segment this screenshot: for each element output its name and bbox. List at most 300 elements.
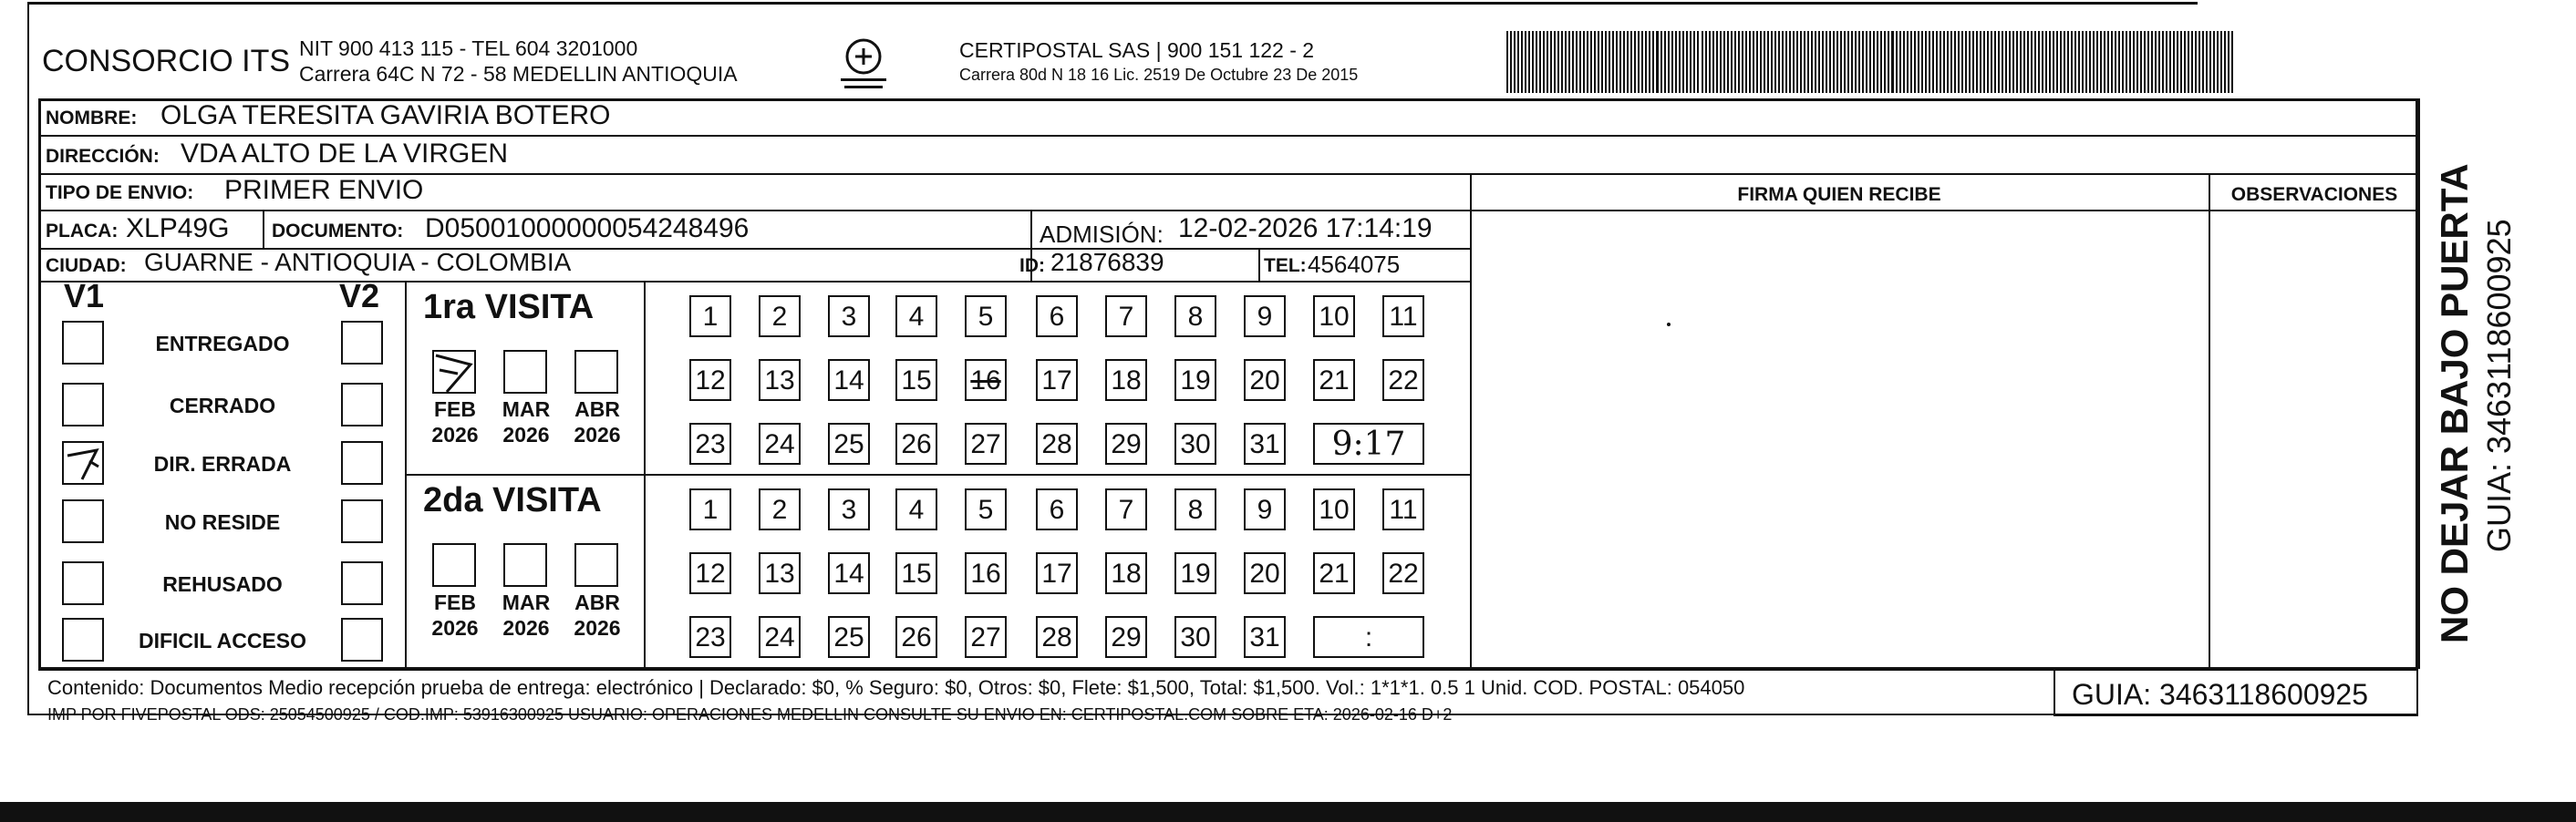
- direccion-label: DIRECCIÓN:: [46, 146, 160, 167]
- divider-obs: [2209, 173, 2210, 669]
- barcode-bar: [2155, 31, 2157, 93]
- v2-checkbox[interactable]: [341, 383, 383, 426]
- barcode-bar: [1664, 31, 1666, 93]
- barcode-bar: [2228, 31, 2229, 93]
- barcode-bar: [1690, 31, 1691, 93]
- barcode-bar: [1914, 31, 1916, 93]
- barcode-bar: [2045, 31, 2047, 93]
- barcode-bar: [1778, 31, 1780, 93]
- barcode-bar: [1833, 31, 1835, 93]
- company-nit: NIT 900 413 115 - TEL 604 3201000: [299, 36, 638, 60]
- month-label: FEB: [434, 591, 476, 614]
- certipostal-logo: [837, 36, 890, 97]
- day-box-14[interactable]: 14: [828, 552, 870, 594]
- barcode-bar: [2096, 31, 2098, 93]
- barcode-bar: [1554, 31, 1556, 93]
- barcode-bar: [1506, 31, 1508, 93]
- barcode-bar: [1579, 31, 1581, 93]
- barcode-bar: [1918, 31, 1919, 93]
- barcode-bar: [1785, 31, 1787, 93]
- barcode-bar: [1590, 31, 1592, 93]
- barcode-bar: [1940, 31, 1941, 93]
- placa-value: XLP49G: [126, 213, 230, 243]
- barcode-bar: [1869, 31, 1871, 93]
- barcode-bar: [1605, 31, 1607, 93]
- row-line-5: [38, 281, 1470, 283]
- barcode-bar: [1517, 31, 1519, 93]
- barcode-bar: [2213, 31, 2215, 93]
- day-box-1[interactable]: 1: [689, 295, 731, 337]
- barcode-bar: [1815, 31, 1816, 93]
- barcode-bar: [1547, 31, 1548, 93]
- barcode-bar: [1921, 31, 1923, 93]
- day-box-28[interactable]: 28: [1036, 423, 1078, 465]
- barcode-bar: [1745, 31, 1747, 93]
- barcode-bar: [1645, 31, 1647, 93]
- barcode-bar: [1583, 31, 1585, 93]
- barcode-bar: [2122, 31, 2124, 93]
- barcode-bar: [1929, 31, 1930, 93]
- month-label: ABR: [574, 397, 620, 421]
- barcode-bar: [1943, 31, 1945, 93]
- barcode-bar: [1771, 31, 1773, 93]
- day-box-12[interactable]: 12: [689, 359, 731, 401]
- barcode-bar: [1877, 31, 1878, 93]
- barcode-bar: [2038, 31, 2040, 93]
- barcode-bar: [1965, 31, 1967, 93]
- v1-checkbox[interactable]: [62, 499, 104, 543]
- admision-value: 12-02-2026 17:14:19: [1178, 213, 1433, 243]
- year-label: 2026: [502, 423, 550, 447]
- barcode-bar: [2042, 31, 2043, 93]
- day-box-21[interactable]: 21: [1313, 359, 1355, 401]
- day-box-26[interactable]: 26: [895, 616, 937, 658]
- barcode-bar: [1880, 31, 1882, 93]
- day-box-14[interactable]: 14: [828, 359, 870, 401]
- barcode-bar: [2060, 31, 2062, 93]
- barcode-bar: [2206, 31, 2208, 93]
- courier-name: CERTIPOSTAL SAS | 900 151 122 - 2: [959, 38, 1315, 62]
- barcode-bar: [1782, 31, 1784, 93]
- year-label: 2026: [431, 616, 479, 640]
- day-box-26[interactable]: 26: [895, 423, 937, 465]
- barcode-bar: [2067, 31, 2069, 93]
- barcode-bar: [2231, 31, 2233, 93]
- barcode-bar: [1686, 31, 1688, 93]
- barcode-bar: [1998, 31, 2000, 93]
- barcode-bar: [1675, 31, 1677, 93]
- day-box-22[interactable]: 22: [1382, 552, 1424, 594]
- v2-checkbox[interactable]: [341, 499, 383, 543]
- footer-imp-line: IMP POR FIVEPOSTAL ODS: 25054500925 / COD.IMP: 53916300925 USUARIO: OPERACIONES MEDELLIN CONSULTE SU ENVIO EN: CERTIPOSTAL.COM SOBRE ETA: 2026-02-16 D+2: [47, 705, 1453, 724]
- barcode-bar: [1641, 31, 1643, 93]
- v1-checkbox[interactable]: [62, 561, 104, 605]
- divider-tel: [1258, 248, 1260, 281]
- barcode-bar: [1804, 31, 1805, 93]
- v1-checkbox[interactable]: [62, 321, 104, 365]
- day-box-19[interactable]: 19: [1174, 359, 1216, 401]
- day-box-15[interactable]: 15: [895, 359, 937, 401]
- barcode-bar: [1836, 31, 1838, 93]
- v1-checkbox[interactable]: [62, 618, 104, 662]
- divider-firma: [1470, 173, 1472, 669]
- company-name: CONSORCIO ITS: [42, 44, 291, 78]
- barcode-bar: [1671, 31, 1673, 93]
- barcode-bar: [1514, 31, 1516, 93]
- day-box-21[interactable]: 21: [1313, 552, 1355, 594]
- barcode-bar: [2009, 31, 2011, 93]
- day-box-4[interactable]: 4: [895, 295, 937, 337]
- day-box-29[interactable]: 29: [1105, 616, 1147, 658]
- second-visit-title: 2da VISITA: [423, 481, 602, 519]
- day-box-3[interactable]: 3: [828, 488, 870, 530]
- barcode-bar: [1884, 31, 1886, 93]
- admision-label: ADMISIÓN:: [1040, 221, 1164, 248]
- month-checkbox-abr[interactable]: [574, 543, 618, 587]
- v2-checkbox[interactable]: [341, 561, 383, 605]
- barcode-bar: [2085, 31, 2087, 93]
- day-box-11[interactable]: 11: [1382, 488, 1424, 530]
- day-box-13[interactable]: 13: [759, 359, 801, 401]
- divider-placa: [263, 210, 264, 248]
- day-box-16[interactable]: 16: [965, 552, 1007, 594]
- firma-header: FIRMA QUIEN RECIBE: [1737, 184, 1941, 205]
- barcode-bar: [1753, 31, 1754, 93]
- barcode-bar: [1652, 31, 1654, 93]
- row-line-3-right: [1470, 210, 2418, 211]
- barcode-bar: [1858, 31, 1860, 93]
- day-box-17[interactable]: 17: [1036, 359, 1078, 401]
- barcode-bar: [2184, 31, 2186, 93]
- top-edge: [27, 2, 2198, 5]
- id-label: ID:: [1019, 255, 1045, 276]
- barcode-bar: [1888, 31, 1889, 93]
- barcode-bar: [2012, 31, 2014, 93]
- footer-guia: GUIA: 3463118600925: [2072, 678, 2368, 711]
- side-guia: GUIA: 3463118600925: [2480, 219, 2518, 552]
- barcode-bar: [2202, 31, 2204, 93]
- barcode-bar: [2074, 31, 2076, 93]
- barcode-bar: [1627, 31, 1629, 93]
- barcode-bar: [1980, 31, 1981, 93]
- day-box-25[interactable]: 25: [828, 423, 870, 465]
- barcode-bar: [1991, 31, 1992, 93]
- barcode-bar: [1932, 31, 1934, 93]
- barcode-bar: [1896, 31, 1898, 93]
- day-box-5[interactable]: 5: [965, 295, 1007, 337]
- barcode-bar: [1572, 31, 1574, 93]
- day-box-20[interactable]: 20: [1244, 552, 1286, 594]
- barcode-bar: [1899, 31, 1901, 93]
- barcode-bar: [1840, 31, 1842, 93]
- barcode-bar: [2049, 31, 2051, 93]
- day-box-6[interactable]: 6: [1036, 488, 1078, 530]
- day-box-24[interactable]: 24: [759, 616, 801, 658]
- barcode-bar: [1525, 31, 1526, 93]
- barcode-bar: [1800, 31, 1802, 93]
- tipo-envio-value: PRIMER ENVIO: [224, 175, 424, 205]
- barcode-bar: [2177, 31, 2178, 93]
- barcode-bar: [2188, 31, 2189, 93]
- barcode-bar: [2115, 31, 2116, 93]
- barcode-bar: [1972, 31, 1974, 93]
- left-edge: [27, 2, 29, 715]
- barcode-bar: [1866, 31, 1867, 93]
- day-box-29[interactable]: 29: [1105, 423, 1147, 465]
- day-box-22[interactable]: 22: [1382, 359, 1424, 401]
- barcode-bar: [1702, 31, 1703, 93]
- day-box-31[interactable]: 31: [1244, 423, 1286, 465]
- barcode-bar: [1594, 31, 1596, 93]
- day-box-10[interactable]: 10: [1313, 295, 1355, 337]
- barcode-bar: [1697, 31, 1699, 93]
- barcode-bar: [1693, 31, 1695, 93]
- barcode-bar: [1764, 31, 1765, 93]
- v2-checkbox[interactable]: [341, 618, 383, 662]
- second-visit-time-box[interactable]: :: [1313, 616, 1424, 658]
- barcode-bar: [1656, 31, 1659, 93]
- barcode-bar: [1903, 31, 1905, 93]
- tipo-envio-label: TIPO DE ENVIO:: [46, 182, 194, 203]
- barcode-bar: [1826, 31, 1827, 93]
- v1-checkbox[interactable]: [62, 383, 104, 426]
- day-box-15[interactable]: 15: [895, 552, 937, 594]
- day-box-7[interactable]: 7: [1105, 488, 1147, 530]
- day-box-25[interactable]: 25: [828, 616, 870, 658]
- barcode-bar: [2198, 31, 2200, 93]
- barcode-bar: [2027, 31, 2029, 93]
- documento-label: DOCUMENTO:: [272, 221, 404, 241]
- nombre-value: OLGA TERESITA GAVIRIA BOTERO: [160, 100, 611, 130]
- barcode-bar: [2220, 31, 2222, 93]
- barcode-bar: [2016, 31, 2018, 93]
- barcode-bar: [1862, 31, 1864, 93]
- day-box-7[interactable]: 7: [1105, 295, 1147, 337]
- barcode-bar: [2195, 31, 2197, 93]
- barcode-bar: [2078, 31, 2080, 93]
- barcode-bar: [1811, 31, 1813, 93]
- barcode-bar: [2023, 31, 2025, 93]
- barcode-bar: [1634, 31, 1636, 93]
- barcode: [1506, 31, 2236, 93]
- barcode-bar: [1536, 31, 1537, 93]
- barcode-bar: [1969, 31, 1971, 93]
- observaciones-header: OBSERVACIONES: [2230, 184, 2398, 205]
- day-box-11[interactable]: 11: [1382, 295, 1424, 337]
- day-box-1[interactable]: 1: [689, 488, 731, 530]
- day-box-20[interactable]: 20: [1244, 359, 1286, 401]
- page-bottom-band: [0, 802, 2576, 822]
- barcode-bar: [1844, 31, 1846, 93]
- barcode-bar: [1682, 31, 1684, 93]
- year-label: 2026: [574, 616, 621, 640]
- status-label: NO RESIDE: [164, 510, 281, 534]
- barcode-bar: [1950, 31, 1952, 93]
- barcode-bar: [1987, 31, 1989, 93]
- barcode-bar: [1742, 31, 1743, 93]
- barcode-bar: [1598, 31, 1599, 93]
- barcode-bar: [2180, 31, 2182, 93]
- day-box-2[interactable]: 2: [759, 295, 801, 337]
- barcode-bar: [1649, 31, 1650, 93]
- day-box-30[interactable]: 30: [1174, 423, 1216, 465]
- barcode-bar: [2133, 31, 2135, 93]
- day-box-17[interactable]: 17: [1036, 552, 1078, 594]
- day-box-19[interactable]: 19: [1174, 552, 1216, 594]
- barcode-bar: [1720, 31, 1722, 93]
- first-visit-time-box[interactable]: 9:17: [1313, 423, 1424, 465]
- barcode-bar: [1976, 31, 1978, 93]
- barcode-bar: [2151, 31, 2153, 93]
- barcode-bar: [1612, 31, 1614, 93]
- barcode-bar: [1907, 31, 1909, 93]
- barcode-bar: [1619, 31, 1621, 93]
- day-box-27[interactable]: 27: [965, 616, 1007, 658]
- v1-header: V1: [64, 277, 105, 314]
- day-box-12[interactable]: 12: [689, 552, 731, 594]
- barcode-bar: [2056, 31, 2058, 93]
- day-box-30[interactable]: 30: [1174, 616, 1216, 658]
- documento-value: D05001000000054248496: [425, 213, 750, 243]
- barcode-bar: [2126, 31, 2127, 93]
- barcode-bar: [2166, 31, 2167, 93]
- day-box-9[interactable]: 9: [1244, 295, 1286, 337]
- barcode-bar: [1749, 31, 1751, 93]
- barcode-bar: [1668, 31, 1670, 93]
- divider-visits: [405, 474, 1470, 476]
- barcode-bar: [1550, 31, 1552, 93]
- barcode-bar: [2104, 31, 2105, 93]
- v2-checkbox[interactable]: [341, 321, 383, 365]
- barcode-bar: [2169, 31, 2171, 93]
- row-line-1: [38, 135, 2418, 137]
- barcode-bar: [1983, 31, 1985, 93]
- day-box-31[interactable]: 31: [1244, 616, 1286, 658]
- month-checkbox-abr[interactable]: [574, 350, 618, 394]
- ciudad-value: GUARNE - ANTIOQUIA - COLOMBIA: [144, 248, 572, 276]
- status-label: DIFICIL ACCESO: [138, 629, 306, 652]
- day-box-10[interactable]: 10: [1313, 488, 1355, 530]
- month-checkbox-feb[interactable]: [432, 350, 476, 394]
- tel-value: 4564075: [1308, 251, 1401, 278]
- month-label: MAR: [502, 591, 551, 614]
- barcode-bar: [1576, 31, 1578, 93]
- barcode-bar: [1774, 31, 1776, 93]
- v1-checkbox[interactable]: [62, 441, 104, 485]
- day-box-18[interactable]: 18: [1105, 552, 1147, 594]
- barcode-bar: [1601, 31, 1603, 93]
- barcode-bar: [2140, 31, 2142, 93]
- status-label: ENTREGADO: [155, 332, 290, 355]
- day-box-3[interactable]: 3: [828, 295, 870, 337]
- barcode-bar: [1961, 31, 1963, 93]
- month-label: MAR: [502, 397, 551, 421]
- barcode-bar: [1679, 31, 1681, 93]
- day-box-9[interactable]: 9: [1244, 488, 1286, 530]
- day-box-24[interactable]: 24: [759, 423, 801, 465]
- day-box-27[interactable]: 27: [965, 423, 1007, 465]
- barcode-bar: [2162, 31, 2164, 93]
- barcode-bar: [1609, 31, 1610, 93]
- dot-mark: [1667, 323, 1671, 326]
- status-label: REHUSADO: [162, 572, 283, 596]
- courier-address: Carrera 80d N 18 16 Lic. 2519 De Octubre 23 De 2015: [959, 66, 1359, 84]
- day-box-23[interactable]: 23: [689, 616, 731, 658]
- barcode-bar: [2217, 31, 2219, 93]
- day-box-16[interactable]: 16: [965, 359, 1007, 401]
- barcode-bar: [1727, 31, 1729, 93]
- barcode-bar: [2129, 31, 2131, 93]
- barcode-bar: [1557, 31, 1559, 93]
- placa-label: PLACA:: [46, 221, 119, 241]
- barcode-bar: [1807, 31, 1809, 93]
- day-box-4[interactable]: 4: [895, 488, 937, 530]
- barcode-bar: [2093, 31, 2095, 93]
- barcode-bar: [1767, 31, 1769, 93]
- year-label: 2026: [574, 423, 621, 447]
- barcode-bar: [1760, 31, 1762, 93]
- barcode-bar: [2064, 31, 2065, 93]
- no-dejar-warning: NO DEJAR BAJO PUERTA: [2433, 163, 2476, 643]
- ciudad-label: CIUDAD:: [46, 255, 127, 276]
- first-visit-title: 1ra VISITA: [423, 288, 595, 326]
- barcode-bar: [1543, 31, 1545, 93]
- barcode-bar: [1716, 31, 1718, 93]
- v2-checkbox[interactable]: [341, 441, 383, 485]
- barcode-bar: [2020, 31, 2022, 93]
- day-box-5[interactable]: 5: [965, 488, 1007, 530]
- barcode-bar: [2005, 31, 2007, 93]
- id-value: 21876839: [1050, 248, 1164, 276]
- barcode-bar: [1994, 31, 1996, 93]
- barcode-bar: [1660, 31, 1662, 93]
- day-box-6[interactable]: 6: [1036, 295, 1078, 337]
- barcode-bar: [2147, 31, 2149, 93]
- barcode-bar: [1638, 31, 1640, 93]
- barcode-bar: [1561, 31, 1563, 93]
- barcode-bar: [1623, 31, 1625, 93]
- day-box-8[interactable]: 8: [1174, 295, 1216, 337]
- nombre-label: NOMBRE:: [46, 108, 138, 128]
- barcode-bar: [1789, 31, 1791, 93]
- barcode-bar: [1910, 31, 1912, 93]
- barcode-bar: [1568, 31, 1570, 93]
- barcode-bar: [2111, 31, 2113, 93]
- month-checkbox-mar[interactable]: [503, 543, 547, 587]
- barcode-bar: [1528, 31, 1530, 93]
- day-box-23[interactable]: 23: [689, 423, 731, 465]
- barcode-bar: [1891, 31, 1894, 93]
- barcode-bar: [1565, 31, 1567, 93]
- year-label: 2026: [502, 616, 550, 640]
- barcode-bar: [1616, 31, 1618, 93]
- month-checkbox-feb[interactable]: [432, 543, 476, 587]
- year-label: 2026: [431, 423, 479, 447]
- day-box-28[interactable]: 28: [1036, 616, 1078, 658]
- day-box-2[interactable]: 2: [759, 488, 801, 530]
- barcode-bar: [2071, 31, 2073, 93]
- barcode-bar: [1847, 31, 1849, 93]
- day-box-18[interactable]: 18: [1105, 359, 1147, 401]
- barcode-bar: [2158, 31, 2160, 93]
- status-label: CERRADO: [169, 394, 276, 417]
- day-box-13[interactable]: 13: [759, 552, 801, 594]
- barcode-bar: [2209, 31, 2211, 93]
- day-box-8[interactable]: 8: [1174, 488, 1216, 530]
- barcode-bar: [1936, 31, 1938, 93]
- barcode-bar: [1829, 31, 1831, 93]
- month-checkbox-mar[interactable]: [503, 350, 547, 394]
